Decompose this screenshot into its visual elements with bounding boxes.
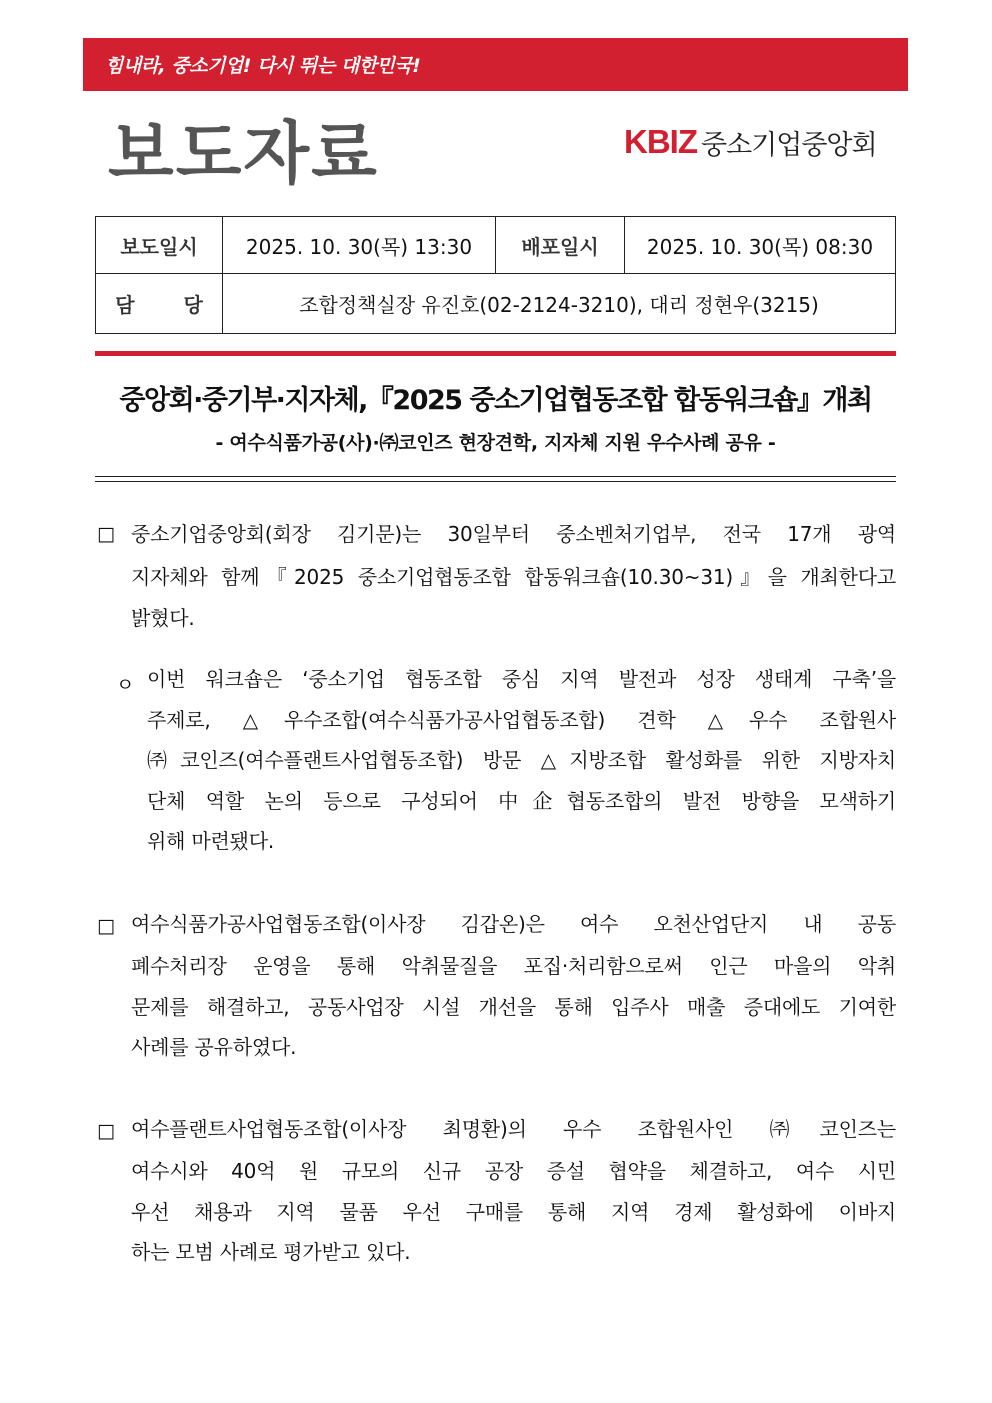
paragraph-line: ㈜코인즈(여수플랜트사업협동조합) 방문 △지방조합 활성화를 위한 지방자치 — [147, 748, 896, 772]
double-divider-top — [95, 476, 896, 477]
document-type-title: 보도자료 — [108, 115, 379, 194]
paragraph-line: 폐수처리장 운영을 통해 악취물질을 포집·처리함으로써 인근 마을의 악취 — [131, 954, 896, 978]
paragraph-line: 위해 마련됐다. — [147, 829, 275, 853]
paragraph-line: 밝혔다. — [131, 605, 195, 630]
paragraph-line: 여수플랜트사업협동조합(이사장 최명환)의 우수 조합원사인 ㈜코인즈는 — [131, 1117, 896, 1141]
kbiz-logo — [624, 122, 877, 162]
double-divider-bottom — [95, 481, 896, 482]
distribution-date-value: 2025. 10. 30(목) 08:30 — [625, 217, 896, 274]
paragraph-1-cont — [131, 557, 896, 638]
paragraph-3-cont — [131, 1151, 896, 1273]
logo-organization-name: 중소기업중앙회 — [701, 129, 877, 161]
paragraph-1 — [131, 514, 896, 555]
slogan-text: 힘내라, 중소기업! 다시 뛰는 대한민국! — [105, 55, 421, 77]
circle-bullet: ㅇ — [116, 674, 135, 696]
red-divider — [95, 351, 896, 356]
paragraph-line: 하는 모범 사례로 평가받고 있다. — [131, 1240, 411, 1264]
square-bullet: □ — [97, 523, 115, 545]
paragraph-line: 주제로, △우수조합(여수식품가공사업협동조합) 견학 △우수 조합원사 — [147, 707, 896, 732]
paragraph-line: 이번 워크숍은 ‘중소기업 협동조합 중심 지역 발전과 성장 생태계 구축’을 — [147, 667, 896, 691]
distribution-date-label: 배포일시 — [496, 217, 625, 274]
headline: 중앙회·중기부·지자체,『2025 중소기업협동조합 합동워크숍』개최 — [119, 385, 872, 416]
logo-mark: KBIZ — [624, 123, 697, 160]
slogan-banner — [83, 38, 908, 91]
paragraph-2-cont — [131, 946, 896, 1068]
paragraph-line: 단체 역할 논의 등으로 구성되어 中企협동조합의 발전 방향을 모색하기 — [147, 788, 896, 813]
press-date-label: 보도일시 — [96, 217, 223, 274]
contact-value: 조합정책실장 유진호(02-2124-3210), 대리 정현우(3215) — [223, 274, 896, 334]
release-info-table — [95, 216, 896, 334]
square-bullet: □ — [97, 915, 115, 937]
paragraph-line: 사례를 공유하였다. — [131, 1035, 297, 1059]
contact-label: 담 당 — [96, 274, 223, 334]
paragraph-line: 지자체와 함께『2025 중소기업협동조합 합동워크숍(10.30~31)』을 개최한다고 — [131, 565, 896, 589]
press-date-value: 2025. 10. 30(목) 13:30 — [223, 217, 496, 274]
paragraph-line: 문제를 해결하고, 공동사업장 시설 개선을 통해 입주사 매출 증대에도 기여한 — [131, 994, 896, 1019]
paragraph-2 — [131, 904, 896, 945]
paragraph-line: 우선 채용과 지역 물품 우선 구매를 통해 지역 경제 활성화에 이바지 — [131, 1199, 896, 1224]
subheadline: - 여수식품가공(사)·㈜코인즈 현장견학, 지자체 지원 우수사례 공유 - — [215, 432, 776, 454]
paragraph-line: 여수식품가공사업협동조합(이사장 김갑온)은 여수 오천산업단지 내 공동 — [131, 912, 896, 936]
paragraph-line: 여수시와 40억 원 규모의 신규 공장 증설 협약을 체결하고, 여수 시민 — [131, 1159, 896, 1183]
paragraph-1-sub — [147, 659, 896, 862]
paragraph-3 — [131, 1109, 896, 1150]
square-bullet: □ — [97, 1120, 115, 1142]
paragraph-line: 중소기업중앙회(회장 김기문)는 30일부터 중소벤처기업부, 전국 17개 광역 — [131, 522, 896, 546]
